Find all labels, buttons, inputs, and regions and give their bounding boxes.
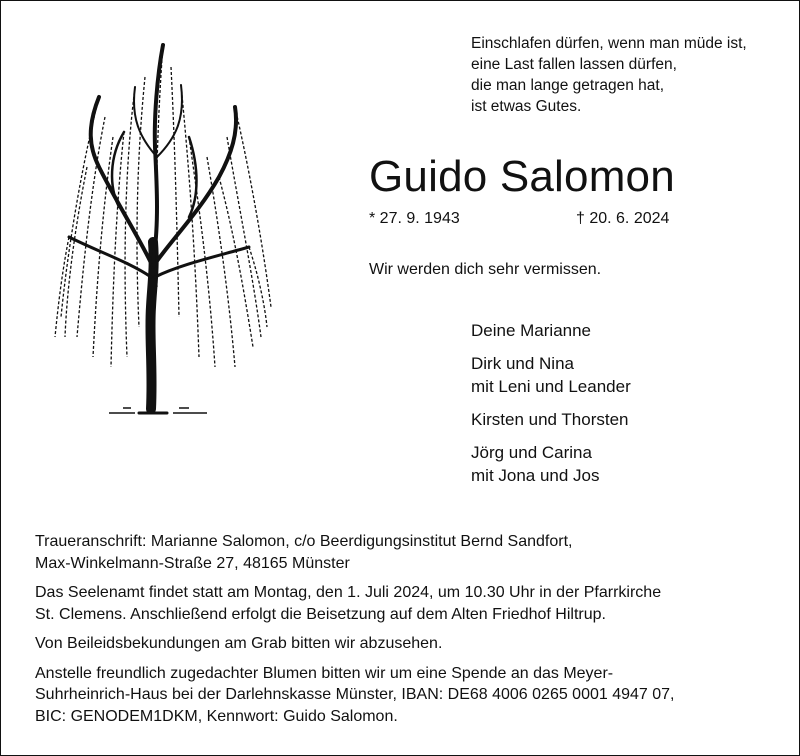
mourner-line: mit Leni und Leander bbox=[471, 377, 631, 396]
notice-details bbox=[35, 531, 771, 735]
mourner-group bbox=[471, 441, 791, 487]
mourner-group bbox=[471, 408, 791, 431]
weeping-willow-icon bbox=[39, 37, 289, 417]
service-line: St. Clemens. Anschließend erfolgt die Beisetzung auf dem Alten Friedhof Hiltrup. bbox=[35, 605, 606, 623]
mourner-line: mit Jona und Jos bbox=[471, 466, 600, 485]
mourning-address bbox=[35, 531, 771, 574]
service-line: Das Seelenamt findet statt am Montag, den 1. Juli 2024, um 10.30 Uhr in der Pfarrkirche bbox=[35, 584, 662, 601]
quote-line: die man lange getragen hat, bbox=[471, 77, 665, 94]
mourner-group bbox=[471, 352, 791, 398]
mourner-group bbox=[471, 319, 791, 342]
mourner-line: Deine Marianne bbox=[471, 321, 592, 340]
address-line: Traueranschrift: Marianne Salomon, c/o Beerdigungsinstitut Bernd Sandfort, bbox=[35, 533, 573, 550]
quote-line: ist etwas Gutes. bbox=[471, 98, 582, 115]
service-info bbox=[35, 582, 771, 625]
epitaph-quote bbox=[471, 33, 791, 117]
farewell-message: Wir werden dich sehr vermissen. bbox=[369, 261, 602, 278]
donation-request bbox=[35, 663, 771, 728]
quote-line: Einschlafen dürfen, wenn man müde ist, bbox=[471, 35, 747, 52]
donation-line: Anstelle freundlich zugedachter Blumen bitten wir um eine Spende an das Meyer- bbox=[35, 664, 614, 682]
address-line: Max-Winkelmann-Straße 27, 48165 Münster bbox=[35, 554, 350, 572]
death-date: † 20. 6. 2024 bbox=[576, 210, 670, 227]
mourners-list bbox=[471, 319, 791, 497]
birth-date: * 27. 9. 1943 bbox=[369, 210, 460, 227]
donation-line: BIC: GENODEM1DKM, Kennwort: Guido Salomon. bbox=[35, 707, 398, 725]
mourner-line: Dirk und Nina bbox=[471, 354, 574, 373]
mourner-line: Kirsten und Thorsten bbox=[471, 410, 629, 429]
donation-line: Suhrheinrich-Haus bei der Darlehnskasse Münster, IBAN: DE68 4006 0265 0001 4947 07, bbox=[35, 686, 675, 703]
deceased-name: Guido Salomon bbox=[369, 152, 675, 201]
quote-line: eine Last fallen lassen dürfen, bbox=[471, 56, 677, 73]
mourner-line: Jörg und Carina bbox=[471, 443, 592, 462]
condolence-note: Von Beileidsbekundungen am Grab bitten wir abzusehen. bbox=[35, 635, 443, 652]
